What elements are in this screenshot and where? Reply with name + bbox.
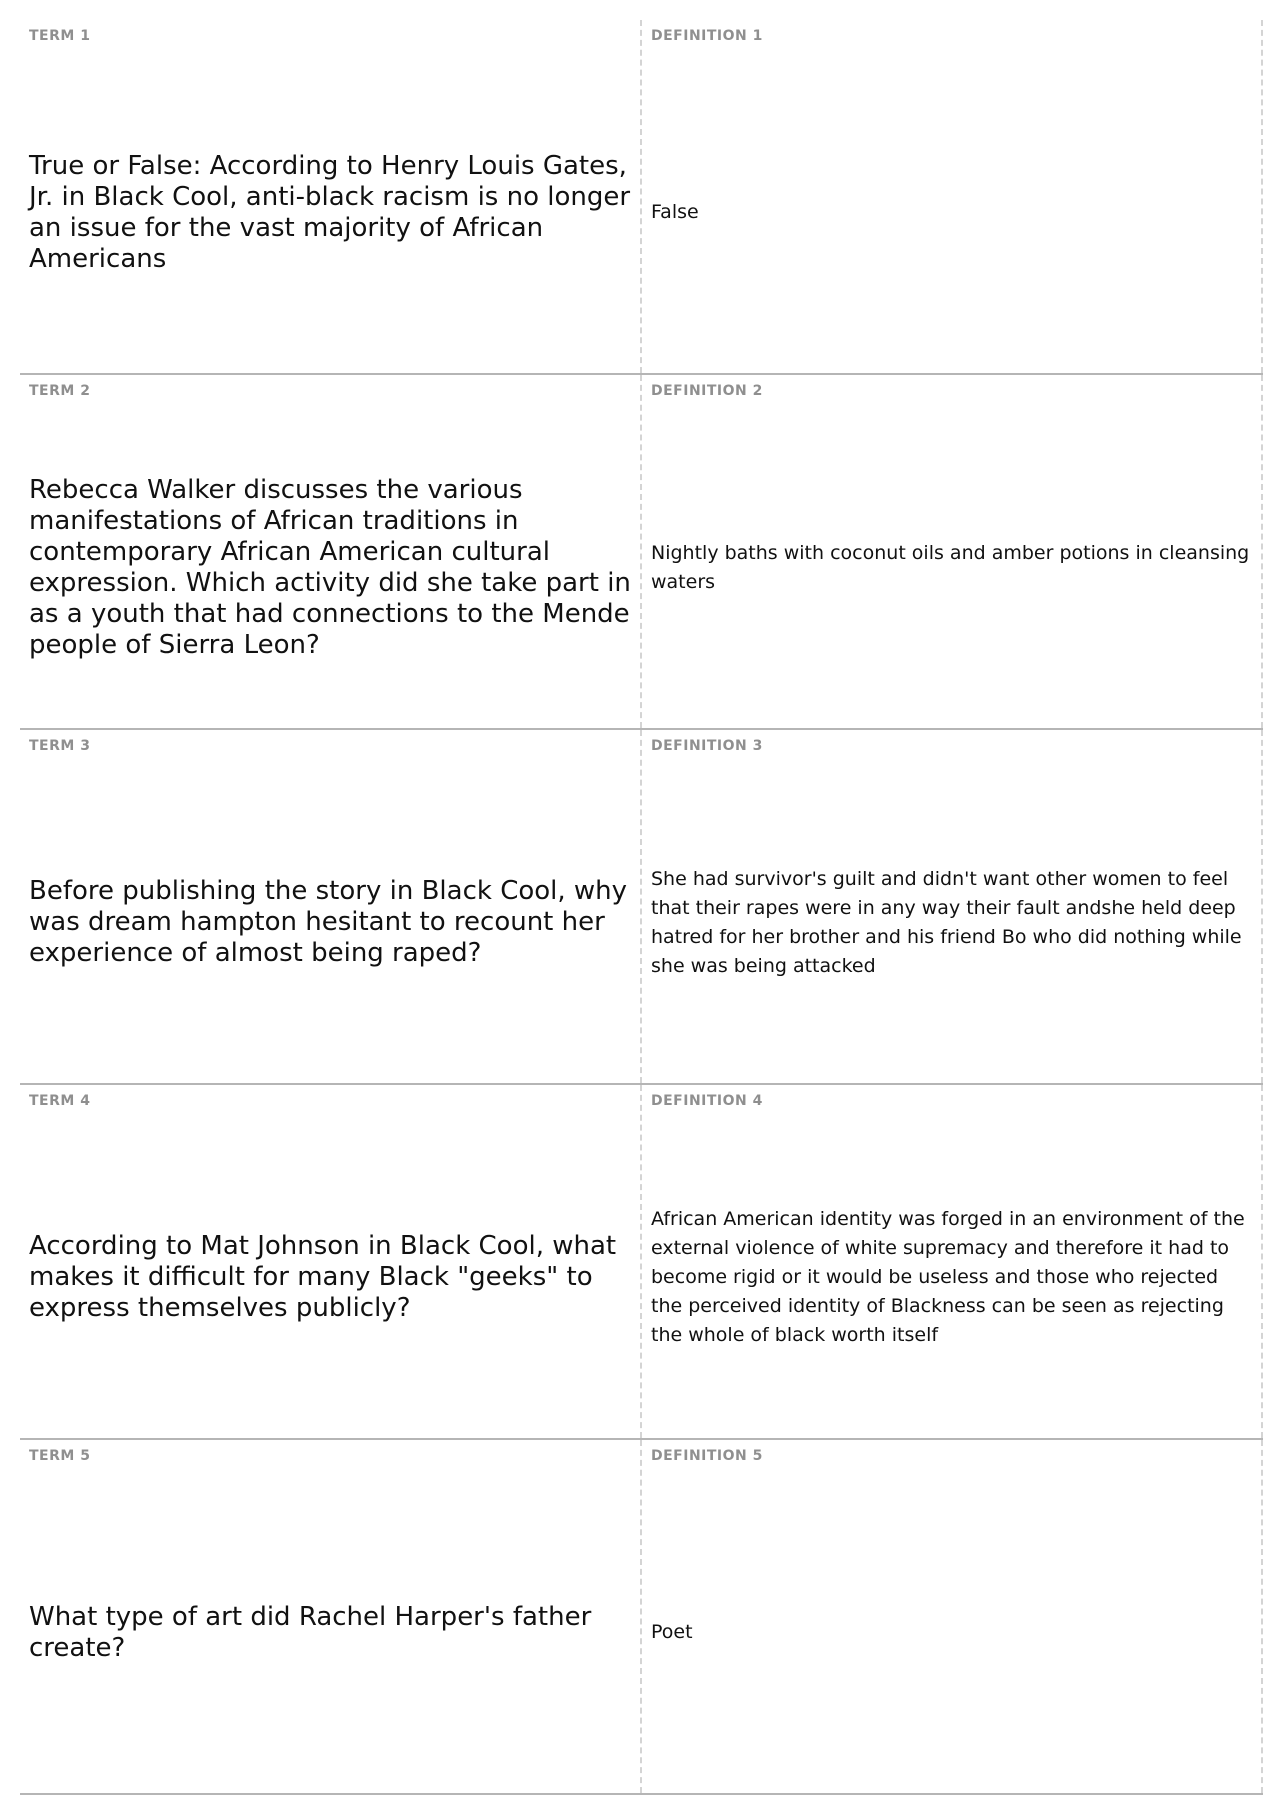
term-label: TERM 2 xyxy=(29,383,91,399)
term-cell xyxy=(20,1085,642,1438)
flashcard-row xyxy=(20,20,1263,375)
term-label: TERM 1 xyxy=(29,28,91,44)
definition-text: Nightly baths with coconut oils and amber potions in cleansing waters xyxy=(651,541,1250,593)
flashcard-sheet xyxy=(20,20,1263,1795)
flashcard-row xyxy=(20,1085,1263,1440)
definition-text: False xyxy=(651,201,699,223)
definition-label: DEFINITION 2 xyxy=(651,383,763,399)
term-text: True or False: According to Henry Louis Gates, Jr. in Black Cool, anti-black racism is no longer an issue for the vast majority of African Americans xyxy=(29,150,631,274)
definition-cell xyxy=(642,730,1263,1083)
term-cell xyxy=(20,1440,642,1793)
definition-text: African American identity was forged in an environment of the external violence of white supremacy and therefore it had to become rigid or it would be useless and those who rejected the perceived identity of Blackness can be seen as rejecting the whole of black worth itself xyxy=(651,1208,1245,1346)
definition-text: Poet xyxy=(651,1621,693,1643)
term-label: TERM 5 xyxy=(29,1448,91,1464)
term-text: According to Mat Johnson in Black Cool, what makes it difficult for many Black "geeks" to express themselves publicly? xyxy=(29,1231,617,1323)
definition-cell xyxy=(642,1085,1263,1438)
definition-text: She had survivor's guilt and didn't want other women to feel that their rapes were in any way their fault andshe held deep hatred for her brother and his friend Bo who did nothing while she was being attacked xyxy=(651,867,1242,977)
definition-cell xyxy=(642,375,1263,728)
definition-label: DEFINITION 1 xyxy=(651,28,763,44)
term-label: TERM 3 xyxy=(29,738,91,754)
term-cell xyxy=(20,375,642,728)
flashcard-row xyxy=(20,375,1263,730)
term-text: Rebecca Walker discusses the various manifestations of African traditions in contemporary African American cultural expression. Which activity did she take part in as a youth that had connections to the Mende people of Sierra Leon? xyxy=(29,474,631,660)
flashcard-row xyxy=(20,1440,1263,1795)
flashcard-row xyxy=(20,730,1263,1085)
term-text: Before publishing the story in Black Cool, why was dream hampton hesitant to recount her experience of almost being raped? xyxy=(29,876,628,968)
term-label: TERM 4 xyxy=(29,1093,91,1109)
term-cell xyxy=(20,730,642,1083)
definition-label: DEFINITION 4 xyxy=(651,1093,763,1109)
term-text: What type of art did Rachel Harper's father create? xyxy=(29,1601,592,1663)
definition-cell xyxy=(642,1440,1263,1793)
term-cell xyxy=(20,20,642,373)
definition-label: DEFINITION 3 xyxy=(651,738,763,754)
definition-label: DEFINITION 5 xyxy=(651,1448,763,1464)
definition-cell xyxy=(642,20,1263,373)
